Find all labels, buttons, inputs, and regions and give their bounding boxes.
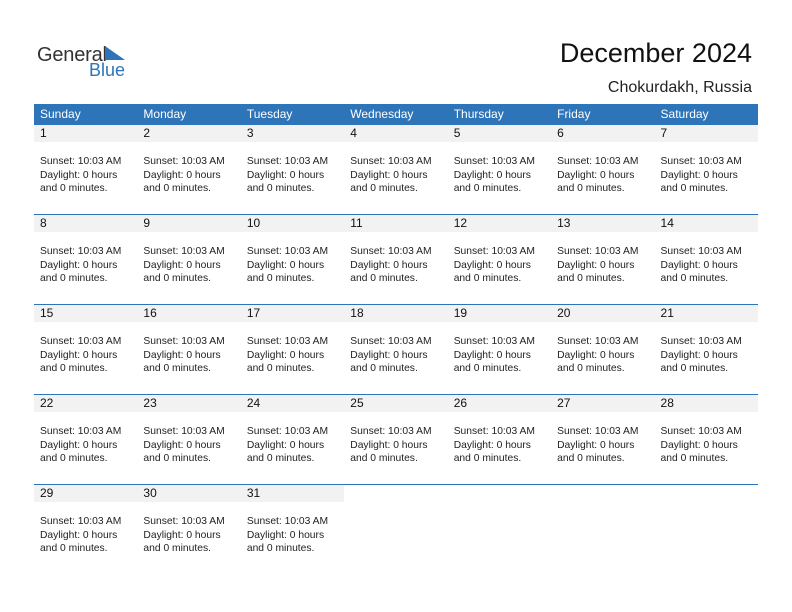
day-minutes-text: and 0 minutes. (557, 183, 625, 194)
day-daylight-text: Daylight: 0 hours (246, 349, 325, 361)
day-minutes-text: and 0 minutes. (246, 543, 315, 554)
day-number-strip (34, 395, 758, 412)
day-cell (551, 232, 654, 286)
day-sunset-text: Sunset: 10:03 AM (453, 156, 535, 167)
day-number: 15 (40, 306, 54, 320)
day-cell (655, 232, 758, 286)
day-number: 25 (350, 396, 364, 410)
day-number (344, 485, 447, 502)
day-number: 1 (40, 126, 47, 140)
day-cell (241, 322, 344, 376)
day-cell (137, 322, 240, 376)
day-cell (241, 502, 344, 556)
day-minutes-text: and 0 minutes. (453, 363, 522, 374)
week-row (34, 395, 758, 485)
day-number: 7 (660, 126, 668, 140)
day-daylight-text: Daylight: 0 hours (40, 169, 118, 181)
day-number: 29 (40, 486, 54, 500)
day-sunset-text: Sunset: 10:03 AM (143, 336, 225, 347)
logo-text-general: General (37, 44, 107, 66)
day-sunset-text: Sunset: 10:03 AM (660, 336, 742, 347)
day-daylight-text: Daylight: 0 hours (453, 169, 531, 181)
day-sunset-text: Sunset: 10:03 AM (246, 516, 329, 527)
day-minutes-text: and 0 minutes. (660, 363, 729, 374)
day-minutes-text: and 0 minutes. (246, 453, 315, 464)
day-cell (34, 502, 137, 556)
week-row (34, 215, 758, 305)
day-cell (344, 412, 447, 466)
day-daylight-text: Daylight: 0 hours (246, 439, 325, 451)
day-daylight-text: Daylight: 0 hours (246, 169, 325, 181)
day-daylight-text: Daylight: 0 hours (350, 169, 428, 181)
day-cell (34, 232, 137, 286)
day-daylight-text: Daylight: 0 hours (660, 259, 738, 271)
day-number (655, 485, 758, 502)
day-daylight-text: Daylight: 0 hours (40, 439, 118, 451)
day-daylight-text: Daylight: 0 hours (143, 529, 221, 541)
day-minutes-text: and 0 minutes. (143, 273, 211, 284)
day-daylight-text: Daylight: 0 hours (40, 349, 118, 361)
day-info-row (34, 502, 758, 556)
day-cell (551, 502, 654, 556)
day-daylight-text: Daylight: 0 hours (40, 259, 118, 271)
day-sunset-text: Sunset: 10:03 AM (350, 246, 432, 257)
day-number: 13 (557, 216, 571, 230)
day-minutes-text: and 0 minutes. (40, 273, 108, 284)
weekday-saturday: Saturday (660, 107, 709, 121)
logo-text-blue: Blue (89, 60, 126, 80)
day-sunset-text: Sunset: 10:03 AM (453, 426, 535, 437)
day-minutes-text: and 0 minutes. (557, 273, 625, 284)
day-sunset-text: Sunset: 10:03 AM (143, 156, 225, 167)
day-cell (241, 412, 344, 466)
day-minutes-text: and 0 minutes. (40, 363, 108, 374)
day-daylight-text: Daylight: 0 hours (350, 259, 428, 271)
day-info-row (34, 142, 758, 196)
day-daylight-text: Daylight: 0 hours (453, 349, 531, 361)
day-sunset-text: Sunset: 10:03 AM (143, 516, 225, 527)
day-sunset-text: Sunset: 10:03 AM (246, 336, 329, 347)
day-minutes-text: and 0 minutes. (246, 183, 315, 194)
day-cell (551, 412, 654, 466)
day-minutes-text: and 0 minutes. (350, 183, 418, 194)
day-number: 11 (350, 216, 363, 230)
day-cell (241, 142, 344, 196)
weekday-friday: Friday (557, 107, 591, 121)
day-number: 6 (557, 126, 564, 140)
day-sunset-text: Sunset: 10:03 AM (40, 426, 122, 437)
calendar-grid (34, 104, 758, 575)
day-number: 2 (143, 126, 151, 140)
weekday-thursday: Thursday (453, 107, 504, 121)
day-cell (448, 232, 551, 286)
day-daylight-text: Daylight: 0 hours (246, 529, 325, 541)
day-cell (448, 502, 551, 556)
day-minutes-text: and 0 minutes. (453, 183, 522, 194)
day-info-row (34, 412, 758, 466)
day-minutes-text: and 0 minutes. (143, 363, 211, 374)
day-minutes-text: and 0 minutes. (40, 543, 108, 554)
day-daylight-text: Daylight: 0 hours (660, 349, 738, 361)
day-sunset-text: Sunset: 10:03 AM (143, 246, 225, 257)
day-minutes-text: and 0 minutes. (246, 273, 315, 284)
day-number: 31 (246, 486, 261, 500)
day-minutes-text: and 0 minutes. (453, 453, 522, 464)
day-number (448, 485, 551, 502)
day-minutes-text: and 0 minutes. (143, 183, 211, 194)
day-sunset-text: Sunset: 10:03 AM (350, 156, 432, 167)
day-cell (655, 142, 758, 196)
day-sunset-text: Sunset: 10:03 AM (40, 336, 122, 347)
day-cell (137, 142, 240, 196)
day-daylight-text: Daylight: 0 hours (143, 169, 221, 181)
day-cell (34, 412, 137, 466)
day-minutes-text: and 0 minutes. (453, 273, 522, 284)
day-daylight-text: Daylight: 0 hours (350, 349, 428, 361)
day-number-strip (34, 485, 758, 502)
day-sunset-text: Sunset: 10:03 AM (350, 426, 432, 437)
day-sunset-text: Sunset: 10:03 AM (557, 336, 639, 347)
day-number-strip (34, 125, 758, 142)
day-number: 8 (40, 216, 47, 230)
day-number: 3 (246, 126, 254, 140)
day-cell (655, 502, 758, 556)
day-minutes-text: and 0 minutes. (350, 363, 418, 374)
day-number: 28 (660, 396, 674, 410)
day-daylight-text: Daylight: 0 hours (246, 259, 325, 271)
day-daylight-text: Daylight: 0 hours (143, 349, 221, 361)
day-number-strip (34, 305, 758, 322)
day-cell (551, 142, 654, 196)
day-number: 19 (453, 306, 468, 320)
day-number: 23 (143, 396, 157, 410)
week-row (34, 305, 758, 395)
day-cell (344, 322, 447, 376)
day-sunset-text: Sunset: 10:03 AM (40, 246, 122, 257)
day-sunset-text: Sunset: 10:03 AM (557, 426, 639, 437)
day-sunset-text: Sunset: 10:03 AM (453, 336, 535, 347)
day-daylight-text: Daylight: 0 hours (557, 349, 635, 361)
day-cell (655, 322, 758, 376)
weekday-sunday: Sunday (40, 107, 81, 121)
day-number: 10 (246, 216, 261, 230)
day-minutes-text: and 0 minutes. (557, 363, 625, 374)
day-number: 20 (557, 306, 571, 320)
day-sunset-text: Sunset: 10:03 AM (557, 246, 639, 257)
day-minutes-text: and 0 minutes. (350, 453, 418, 464)
day-cell (34, 322, 137, 376)
logo-triangle-icon (105, 46, 125, 60)
day-cell (344, 142, 447, 196)
day-cell (137, 412, 240, 466)
day-cell (344, 502, 447, 556)
day-sunset-text: Sunset: 10:03 AM (40, 156, 122, 167)
day-cell (448, 412, 551, 466)
day-sunset-text: Sunset: 10:03 AM (350, 336, 432, 347)
day-number: 18 (350, 306, 364, 320)
day-daylight-text: Daylight: 0 hours (40, 529, 118, 541)
day-sunset-text: Sunset: 10:03 AM (557, 156, 639, 167)
day-cell (448, 322, 551, 376)
day-cell (344, 232, 447, 286)
location-label: Chokurdakh, Russia (607, 79, 752, 96)
day-number: 30 (143, 486, 157, 500)
day-daylight-text: Daylight: 0 hours (557, 439, 635, 451)
page-title: December 2024 (559, 38, 752, 68)
day-number: 17 (246, 306, 261, 320)
day-daylight-text: Daylight: 0 hours (660, 169, 738, 181)
day-number: 5 (453, 126, 461, 140)
day-sunset-text: Sunset: 10:03 AM (660, 246, 742, 257)
day-cell (655, 412, 758, 466)
day-minutes-text: and 0 minutes. (660, 453, 729, 464)
day-daylight-text: Daylight: 0 hours (557, 169, 635, 181)
weekday-tuesday: Tuesday (246, 107, 293, 121)
weekday-wednesday: Wednesday (350, 107, 414, 121)
day-number: 16 (143, 306, 157, 320)
day-number: 21 (660, 306, 674, 320)
day-minutes-text: and 0 minutes. (660, 273, 729, 284)
day-info-row (34, 232, 758, 286)
day-number: 14 (660, 216, 674, 230)
day-daylight-text: Daylight: 0 hours (557, 259, 635, 271)
day-minutes-text: and 0 minutes. (246, 363, 315, 374)
brand-logo (37, 42, 137, 82)
day-sunset-text: Sunset: 10:03 AM (143, 426, 225, 437)
day-number-strip (34, 215, 758, 232)
day-minutes-text: and 0 minutes. (660, 183, 729, 194)
day-cell (241, 232, 344, 286)
weekday-header (34, 104, 758, 125)
day-number: 27 (557, 396, 571, 410)
day-number: 24 (246, 396, 261, 410)
day-sunset-text: Sunset: 10:03 AM (40, 516, 122, 527)
day-minutes-text: and 0 minutes. (143, 543, 211, 554)
day-number: 9 (143, 216, 151, 230)
day-sunset-text: Sunset: 10:03 AM (660, 426, 742, 437)
day-cell (34, 142, 137, 196)
weekday-monday: Monday (143, 107, 187, 121)
day-minutes-text: and 0 minutes. (40, 453, 108, 464)
day-info-row (34, 322, 758, 376)
day-daylight-text: Daylight: 0 hours (660, 439, 738, 451)
week-row (34, 485, 758, 575)
day-daylight-text: Daylight: 0 hours (453, 259, 531, 271)
day-cell (551, 322, 654, 376)
day-number: 12 (453, 216, 468, 230)
day-number: 22 (40, 396, 54, 410)
day-sunset-text: Sunset: 10:03 AM (246, 156, 329, 167)
day-number: 4 (350, 126, 357, 140)
week-row (34, 125, 758, 215)
day-cell (137, 502, 240, 556)
day-daylight-text: Daylight: 0 hours (143, 439, 221, 451)
day-cell (137, 232, 240, 286)
day-minutes-text: and 0 minutes. (143, 453, 211, 464)
day-daylight-text: Daylight: 0 hours (453, 439, 531, 451)
day-minutes-text: and 0 minutes. (40, 183, 108, 194)
day-cell (448, 142, 551, 196)
day-minutes-text: and 0 minutes. (350, 273, 418, 284)
day-sunset-text: Sunset: 10:03 AM (660, 156, 742, 167)
day-daylight-text: Daylight: 0 hours (143, 259, 221, 271)
day-sunset-text: Sunset: 10:03 AM (246, 246, 329, 257)
day-number (551, 485, 654, 502)
day-daylight-text: Daylight: 0 hours (350, 439, 428, 451)
day-sunset-text: Sunset: 10:03 AM (453, 246, 535, 257)
day-sunset-text: Sunset: 10:03 AM (246, 426, 329, 437)
day-minutes-text: and 0 minutes. (557, 453, 625, 464)
day-number: 26 (453, 396, 468, 410)
